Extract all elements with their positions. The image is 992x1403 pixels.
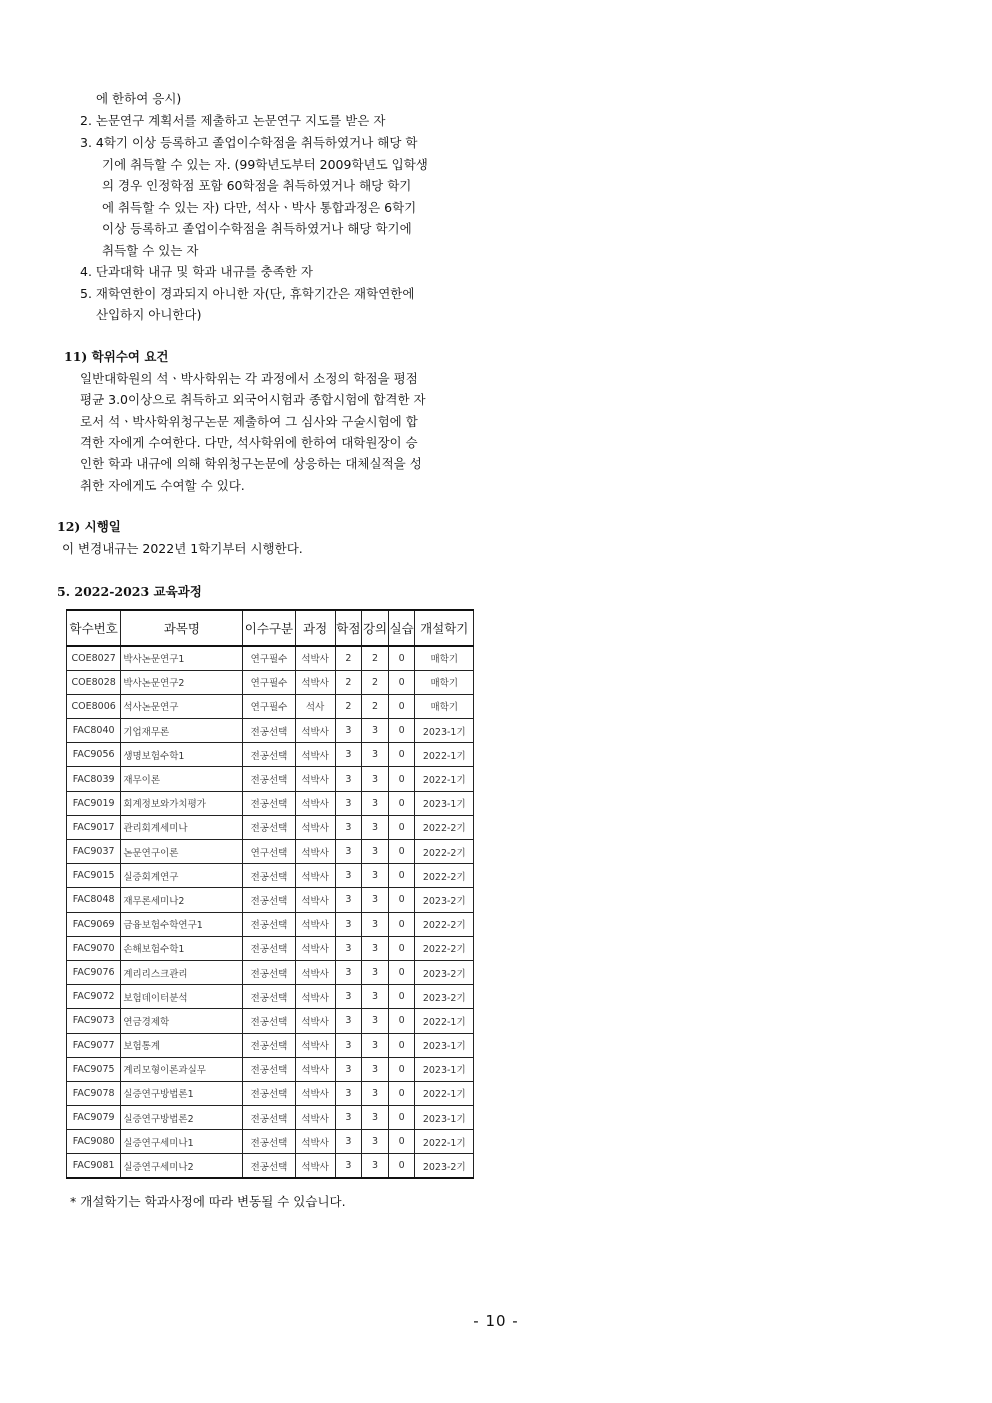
header-lecture: 강의	[362, 610, 389, 646]
eligibility-item-4: 4. 단과대학 내규 및 학과 내규를 충족한 자	[80, 264, 313, 279]
cell-semester: 2023-1기	[415, 1106, 474, 1130]
eligibility-item-3: 3. 4학기 이상 등록하고 졸업이수학점을 취득하였거나 해당 학	[80, 135, 418, 150]
cell-course-code: FAC8040	[67, 719, 121, 743]
cell-credits: 3	[335, 815, 362, 839]
header-course-name: 과목명	[121, 610, 243, 646]
cell-program: 석박사	[295, 743, 335, 767]
cell-credits: 3	[335, 791, 362, 815]
cell-program: 석박사	[295, 1033, 335, 1057]
cell-course-name: 계리모형이론과실무	[121, 1057, 243, 1081]
cell-course-name: 보험통계	[121, 1033, 243, 1057]
cell-course-code: FAC9078	[67, 1081, 121, 1105]
cell-lecture: 3	[362, 985, 389, 1009]
cell-semester: 2022-1기	[415, 1130, 474, 1154]
cell-credits: 3	[335, 719, 362, 743]
cell-semester: 2022-2기	[415, 912, 474, 936]
cell-semester: 2023-1기	[415, 1033, 474, 1057]
cell-course-code: COE8028	[67, 670, 121, 694]
cell-course-name: 손해보험수학1	[121, 936, 243, 960]
cell-credits: 3	[335, 888, 362, 912]
section-5-heading: 5. 2022-2023 교육과정	[57, 584, 202, 599]
cell-practice: 0	[388, 985, 415, 1009]
cell-course-name: 실증연구세미나2	[121, 1154, 243, 1178]
cell-lecture: 3	[362, 1130, 389, 1154]
cell-course-code: FAC9037	[67, 840, 121, 864]
cell-credits: 3	[335, 767, 362, 791]
cell-program: 석박사	[295, 646, 335, 670]
cell-semester: 2023-2기	[415, 960, 474, 984]
cell-semester: 2022-2기	[415, 936, 474, 960]
cell-course-code: COE8006	[67, 694, 121, 718]
cell-credits: 3	[335, 1081, 362, 1105]
section-11-paragraph-line: 취한 자에게도 수여할 수 있다.	[80, 478, 245, 493]
section-11-paragraph-line: 격한 자에게 수여한다. 다만, 석사학위에 한하여 대학원장이 승	[80, 435, 418, 450]
cell-credits: 3	[335, 960, 362, 984]
cell-credits: 3	[335, 1154, 362, 1178]
cell-lecture: 3	[362, 1033, 389, 1057]
cell-course-type: 연구필수	[243, 670, 295, 694]
cell-program: 석박사	[295, 815, 335, 839]
cell-course-name: 재무이론	[121, 767, 243, 791]
cell-semester: 2023-2기	[415, 1154, 474, 1178]
cell-course-name: 박사논문연구1	[121, 646, 243, 670]
cell-practice: 0	[388, 791, 415, 815]
table-row	[67, 743, 474, 767]
eligibility-line: 에 취득할 수 있는 자) 다만, 석사ㆍ박사 통합과정은 6학기	[102, 200, 417, 215]
eligibility-line: 의 경우 인정학점 포함 60학점을 취득하였거나 해당 학기	[102, 178, 412, 193]
cell-semester: 매학기	[415, 670, 474, 694]
cell-course-type: 전공선택	[243, 936, 295, 960]
header-semester: 개설학기	[415, 610, 474, 646]
cell-program: 석박사	[295, 840, 335, 864]
cell-practice: 0	[388, 743, 415, 767]
table-row	[67, 767, 474, 791]
cell-course-code: FAC9081	[67, 1154, 121, 1178]
cell-semester: 2022-1기	[415, 743, 474, 767]
cell-credits: 2	[335, 694, 362, 718]
cell-course-type: 전공선택	[243, 815, 295, 839]
eligibility-line: 에 한하여 응시)	[96, 91, 182, 106]
cell-lecture: 3	[362, 815, 389, 839]
cell-practice: 0	[388, 1081, 415, 1105]
cell-credits: 3	[335, 840, 362, 864]
cell-course-name: 실증연구세미나1	[121, 1130, 243, 1154]
cell-lecture: 3	[362, 1057, 389, 1081]
cell-credits: 3	[335, 1106, 362, 1130]
cell-program: 석박사	[295, 719, 335, 743]
cell-credits: 3	[335, 1130, 362, 1154]
cell-course-name: 회계정보와가치평가	[121, 791, 243, 815]
cell-credits: 3	[335, 936, 362, 960]
cell-semester: 2023-2기	[415, 888, 474, 912]
table-row	[67, 912, 474, 936]
table-row	[67, 1130, 474, 1154]
cell-course-type: 전공선택	[243, 1106, 295, 1130]
cell-course-code: FAC9017	[67, 815, 121, 839]
cell-course-type: 전공선택	[243, 1081, 295, 1105]
cell-course-code: FAC9077	[67, 1033, 121, 1057]
cell-course-type: 전공선택	[243, 912, 295, 936]
cell-lecture: 3	[362, 791, 389, 815]
cell-lecture: 3	[362, 840, 389, 864]
header-practice: 실습	[388, 610, 415, 646]
cell-course-name: 관리회계세미나	[121, 815, 243, 839]
table-row	[67, 985, 474, 1009]
cell-practice: 0	[388, 936, 415, 960]
cell-course-code: FAC9015	[67, 864, 121, 888]
cell-course-type: 전공선택	[243, 1057, 295, 1081]
cell-practice: 0	[388, 912, 415, 936]
header-course-code: 학수번호	[67, 610, 121, 646]
table-row	[67, 1009, 474, 1033]
cell-program: 석박사	[295, 791, 335, 815]
eligibility-line: 취득할 수 있는 자	[102, 243, 199, 258]
cell-course-name: 기업재무론	[121, 719, 243, 743]
cell-course-code: FAC9056	[67, 743, 121, 767]
cell-course-code: FAC8048	[67, 888, 121, 912]
section-11-paragraph-line: 인한 학과 내규에 의해 학위청구논문에 상응하는 대체실적을 성	[80, 456, 422, 471]
cell-course-type: 전공선택	[243, 767, 295, 791]
header-course-type: 이수구분	[243, 610, 295, 646]
cell-credits: 2	[335, 646, 362, 670]
cell-program: 석박사	[295, 1130, 335, 1154]
cell-practice: 0	[388, 1057, 415, 1081]
cell-practice: 0	[388, 960, 415, 984]
cell-semester: 매학기	[415, 694, 474, 718]
cell-course-code: FAC9076	[67, 960, 121, 984]
cell-practice: 0	[388, 694, 415, 718]
table-row	[67, 1057, 474, 1081]
curriculum-table	[66, 609, 474, 1179]
cell-program: 석사	[295, 694, 335, 718]
cell-program: 석박사	[295, 1081, 335, 1105]
cell-course-code: FAC9019	[67, 791, 121, 815]
cell-lecture: 2	[362, 694, 389, 718]
header-credits: 학점	[335, 610, 362, 646]
cell-program: 석박사	[295, 936, 335, 960]
cell-lecture: 3	[362, 936, 389, 960]
cell-practice: 0	[388, 1130, 415, 1154]
cell-program: 석박사	[295, 864, 335, 888]
cell-course-name: 금융보험수학연구1	[121, 912, 243, 936]
cell-course-type: 전공선택	[243, 1130, 295, 1154]
cell-course-name: 생명보험수학1	[121, 743, 243, 767]
cell-semester: 2023-1기	[415, 791, 474, 815]
cell-course-code: FAC8039	[67, 767, 121, 791]
cell-course-type: 연구필수	[243, 694, 295, 718]
cell-course-type: 전공선택	[243, 1009, 295, 1033]
section-12-heading: 12) 시행일	[57, 519, 121, 534]
eligibility-line: 이상 등록하고 졸업이수학점을 취득하였거나 해당 학기에	[102, 221, 412, 236]
cell-practice: 0	[388, 670, 415, 694]
cell-semester: 2022-2기	[415, 864, 474, 888]
cell-credits: 3	[335, 1009, 362, 1033]
cell-course-name: 실증회계연구	[121, 864, 243, 888]
table-row	[67, 719, 474, 743]
section-11-paragraph-line: 평균 3.0이상으로 취득하고 외국어시험과 종합시험에 합격한 자	[80, 392, 426, 407]
table-row	[67, 815, 474, 839]
cell-course-name: 석사논문연구	[121, 694, 243, 718]
section-11-paragraph-line: 일반대학원의 석ㆍ박사학위는 각 과정에서 소정의 학점을 평점	[80, 371, 418, 386]
cell-semester: 2022-2기	[415, 840, 474, 864]
cell-program: 석박사	[295, 912, 335, 936]
cell-course-type: 전공선택	[243, 791, 295, 815]
cell-semester: 2023-1기	[415, 719, 474, 743]
cell-program: 석박사	[295, 960, 335, 984]
cell-course-code: FAC9079	[67, 1106, 121, 1130]
cell-semester: 2023-2기	[415, 985, 474, 1009]
eligibility-item-5: 5. 재학연한이 경과되지 아니한 자(단, 휴학기간은 재학연한에	[80, 286, 415, 301]
cell-course-name: 논문연구이론	[121, 840, 243, 864]
cell-course-name: 재무론세미나2	[121, 888, 243, 912]
cell-semester: 매학기	[415, 646, 474, 670]
table-row	[67, 960, 474, 984]
cell-credits: 3	[335, 864, 362, 888]
cell-course-name: 보험데이터분석	[121, 985, 243, 1009]
cell-course-code: COE8027	[67, 646, 121, 670]
table-row	[67, 1154, 474, 1178]
table-row	[67, 864, 474, 888]
cell-program: 석박사	[295, 767, 335, 791]
section-11-heading: 11) 학위수여 요건	[64, 349, 169, 364]
cell-practice: 0	[388, 1009, 415, 1033]
cell-practice: 0	[388, 864, 415, 888]
eligibility-item-2: 2. 논문연구 계획서를 제출하고 논문연구 지도를 받은 자	[80, 113, 386, 128]
section-12-text: 이 변경내규는 2022년 1학기부터 시행한다.	[62, 541, 303, 556]
table-row	[67, 936, 474, 960]
table-row	[67, 694, 474, 718]
cell-practice: 0	[388, 1106, 415, 1130]
cell-lecture: 3	[362, 719, 389, 743]
table-row	[67, 1106, 474, 1130]
section-11-paragraph-line: 로서 석ㆍ박사학위청구논문 제출하여 그 심사와 구술시험에 합	[80, 414, 418, 429]
cell-practice: 0	[388, 767, 415, 791]
table-row	[67, 1081, 474, 1105]
table-row	[67, 888, 474, 912]
cell-lecture: 3	[362, 864, 389, 888]
cell-lecture: 3	[362, 1154, 389, 1178]
table-row	[67, 646, 474, 670]
cell-course-name: 연금경제학	[121, 1009, 243, 1033]
table-header-row	[67, 610, 474, 646]
cell-lecture: 3	[362, 888, 389, 912]
cell-lecture: 3	[362, 1009, 389, 1033]
cell-program: 석박사	[295, 888, 335, 912]
cell-course-type: 전공선택	[243, 985, 295, 1009]
eligibility-line: 산입하지 아니한다)	[96, 307, 202, 322]
cell-semester: 2022-2기	[415, 815, 474, 839]
semester-note: * 개설학기는 학과사정에 따라 변동될 수 있습니다.	[70, 1194, 346, 1209]
cell-course-code: FAC9070	[67, 936, 121, 960]
cell-credits: 3	[335, 1057, 362, 1081]
cell-program: 석박사	[295, 1057, 335, 1081]
cell-lecture: 3	[362, 912, 389, 936]
cell-lecture: 3	[362, 767, 389, 791]
cell-program: 석박사	[295, 1106, 335, 1130]
cell-course-code: FAC9080	[67, 1130, 121, 1154]
cell-semester: 2022-1기	[415, 1081, 474, 1105]
cell-lecture: 3	[362, 960, 389, 984]
cell-program: 석박사	[295, 1009, 335, 1033]
cell-course-type: 연구필수	[243, 646, 295, 670]
cell-practice: 0	[388, 840, 415, 864]
cell-course-type: 전공선택	[243, 1033, 295, 1057]
header-program: 과정	[295, 610, 335, 646]
page-number: - 10 -	[473, 1312, 519, 1330]
cell-course-type: 전공선택	[243, 888, 295, 912]
cell-practice: 0	[388, 1154, 415, 1178]
table-row	[67, 1033, 474, 1057]
eligibility-line: 기에 취득할 수 있는 자. (99학년도부터 2009학년도 입학생	[102, 157, 428, 172]
cell-course-type: 전공선택	[243, 743, 295, 767]
cell-course-name: 박사논문연구2	[121, 670, 243, 694]
cell-program: 석박사	[295, 1154, 335, 1178]
cell-lecture: 2	[362, 670, 389, 694]
table-row	[67, 670, 474, 694]
cell-course-name: 계리리스크관리	[121, 960, 243, 984]
cell-lecture: 2	[362, 646, 389, 670]
cell-credits: 2	[335, 670, 362, 694]
cell-practice: 0	[388, 1033, 415, 1057]
table-row	[67, 791, 474, 815]
cell-course-code: FAC9072	[67, 985, 121, 1009]
cell-course-code: FAC9075	[67, 1057, 121, 1081]
cell-practice: 0	[388, 815, 415, 839]
cell-semester: 2022-1기	[415, 767, 474, 791]
cell-credits: 3	[335, 912, 362, 936]
cell-course-type: 전공선택	[243, 864, 295, 888]
cell-credits: 3	[335, 743, 362, 767]
cell-course-type: 연구선택	[243, 840, 295, 864]
cell-practice: 0	[388, 646, 415, 670]
cell-semester: 2023-1기	[415, 1057, 474, 1081]
cell-course-name: 실증연구방법론1	[121, 1081, 243, 1105]
cell-program: 석박사	[295, 985, 335, 1009]
cell-program: 석박사	[295, 670, 335, 694]
cell-lecture: 3	[362, 743, 389, 767]
cell-semester: 2022-1기	[415, 1009, 474, 1033]
cell-practice: 0	[388, 719, 415, 743]
cell-credits: 3	[335, 985, 362, 1009]
cell-course-type: 전공선택	[243, 719, 295, 743]
cell-practice: 0	[388, 888, 415, 912]
cell-course-name: 실증연구방법론2	[121, 1106, 243, 1130]
cell-course-code: FAC9069	[67, 912, 121, 936]
cell-course-type: 전공선택	[243, 1154, 295, 1178]
cell-credits: 3	[335, 1033, 362, 1057]
cell-course-type: 전공선택	[243, 960, 295, 984]
cell-lecture: 3	[362, 1106, 389, 1130]
table-row	[67, 840, 474, 864]
cell-course-code: FAC9073	[67, 1009, 121, 1033]
cell-lecture: 3	[362, 1081, 389, 1105]
